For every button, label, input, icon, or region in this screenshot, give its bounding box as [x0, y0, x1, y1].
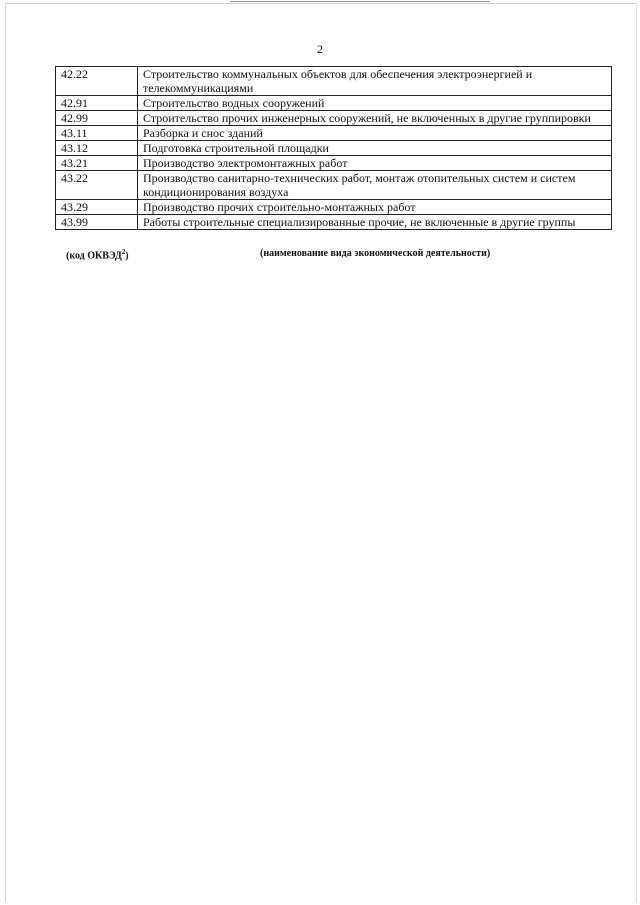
okved-code: 42.99 — [56, 111, 138, 126]
table-row — [56, 111, 612, 126]
table-row — [56, 200, 612, 215]
scan-artifact-line — [230, 1, 490, 2]
table-row — [56, 171, 612, 200]
activity-name: Производство санитарно-технических работ, монтаж отопительных систем и систем кондиционирования воздуха — [138, 171, 612, 200]
okved-table — [55, 66, 612, 230]
activity-name: Строительство коммунальных объектов для обеспечения электроэнергией и телекоммуникациями — [138, 67, 612, 96]
table-row — [56, 215, 612, 230]
caption-activity-name: (наименование вида экономической деятельности) — [260, 248, 491, 259]
okved-code: 42.91 — [56, 96, 138, 111]
caption-okved-code — [66, 248, 129, 261]
okved-code: 43.12 — [56, 141, 138, 156]
table-row — [56, 67, 612, 96]
page-number: 2 — [317, 42, 323, 56]
activity-name: Подготовка строительной площадки — [138, 141, 612, 156]
okved-code: 43.29 — [56, 200, 138, 215]
okved-code: 43.99 — [56, 215, 138, 230]
activity-name: Производство электромонтажных работ — [138, 156, 612, 171]
table-row — [56, 156, 612, 171]
okved-code: 43.11 — [56, 126, 138, 141]
okved-code: 42.22 — [56, 67, 138, 96]
caption-code-text: (код ОКВЭД — [66, 250, 122, 262]
okved-code: 43.22 — [56, 171, 138, 200]
caption-code-close: ) — [125, 250, 129, 262]
okved-code: 43.21 — [56, 156, 138, 171]
activity-name: Разборка и снос зданий — [138, 126, 612, 141]
activity-name: Производство прочих строительно-монтажных работ — [138, 200, 612, 215]
table-row — [56, 96, 612, 111]
activity-name: Строительство водных сооружений — [138, 96, 612, 111]
table-row — [56, 141, 612, 156]
activity-name: Работы строительные специализированные прочие, не включенные в другие группы — [138, 215, 612, 230]
activity-name: Строительство прочих инженерных сооружений, не включенных в другие группировки — [138, 111, 612, 126]
table-row — [56, 126, 612, 141]
footnote-marker: 2 — [121, 248, 126, 256]
